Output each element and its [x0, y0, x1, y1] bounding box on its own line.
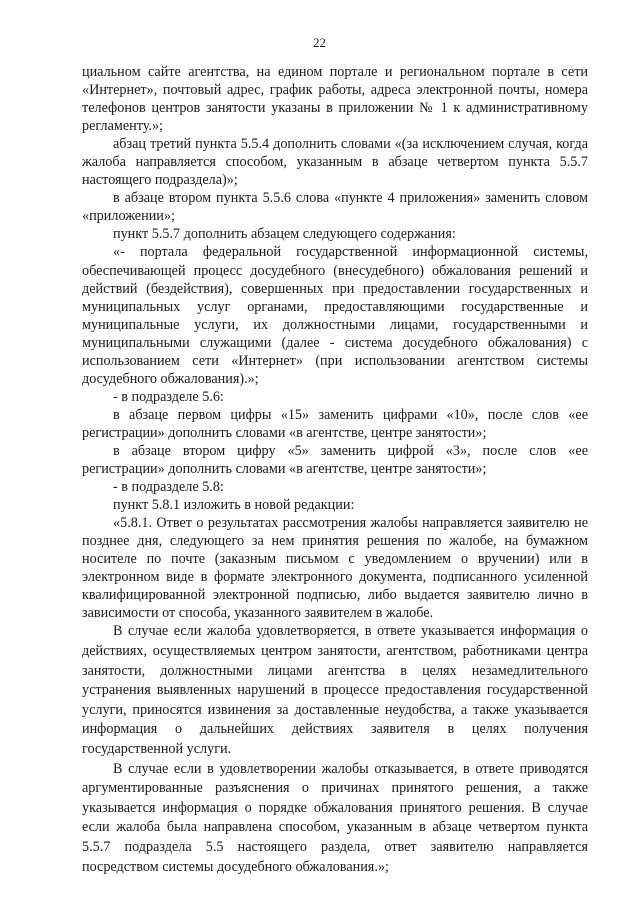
paragraph-subsection-5-6: - в подразделе 5.6:: [113, 388, 224, 405]
paragraph-5-6-first: в абзаце первом цифры «15» заменить цифрами «10», после слов «ее регистрации» дополнить словами «в агентстве, центре занятости»;: [82, 406, 588, 441]
paragraph-5-8-1-text: «5.8.1. Ответ о результатах рассмотрения жалобы направляется заявителю не позднее дня, следующего за нем принятия решения по жалобе, на бумажном носителе по почте (заказным письмом с уведомлением о вручении) или в электронном виде в формате электронного документа, подписанного усиленной квалифицированной электронной подписью, либо выдается заявителю лично в зависимости от способа, указанного заявителем в жалобе.: [82, 515, 588, 622]
paragraph-amend-5-5-4: абзац третий пункта 5.5.4 дополнить словами «(за исключением случая, когда жалоба направляется способом, указанным в абзаце четвертом пункта 5.5.7 настоящего подраздела)»;: [82, 136, 588, 189]
paragraph-complaint-satisfied: В случае если жалоба удовлетворяется, в ответе указывается информация о действиях, осуществляемых центром занятости, агентством, работниками центра занятости, должностными лицами агентства в целях незамедлительного устранения выявленных нарушений в процессе предоставления государственной услуги, приносятся извинения за доставленные неудобства, а также указывается информация о дальнейших действиях заявителя в целях получения государственной услуги.: [82, 623, 588, 758]
paragraph-portal-quote: «- портала федеральной государственной информационной системы, обеспечивающей процесс досудебного (внесудебного) обжалования решений и действий (бездействия), совершенных при предоставлении государственных и муниципальных услуг органами, предоставляющими государственные и муниципальные услуги, их должностными лицами, государственными и муниципальными служащими (далее - система досудебного обжалования) с использованием сети «Интернет» (при использовании агентством системы досудебного обжалования).»;: [82, 244, 588, 387]
page-number: 22: [313, 35, 326, 50]
paragraph-5-6-second: в абзаце втором цифру «5» заменить цифрой «3», после слов «ее регистрации» дополнить словами «в агентстве, центре занятости»;: [82, 442, 588, 478]
document-body: [82, 63, 588, 877]
paragraph-subsection-5-8: - в подразделе 5.8:: [113, 479, 224, 496]
paragraph-contact-info: циальном сайте агентства, на едином портале и региональном портале в сети «Интернет», почтовый адрес, график работы, адреса электронной почты, номера телефонов центров занятости указаны в приложении № 1 к административному регламенту.»;: [82, 64, 588, 135]
paragraph-amend-5-5-7: пункт 5.5.7 дополнить абзацем следующего содержания:: [113, 226, 456, 243]
paragraph-5-8-1-intro: пункт 5.8.1 изложить в новой редакции:: [113, 497, 355, 514]
paragraph-complaint-refused: В случае если в удовлетворении жалобы отказывается, в ответе приводятся аргументированные разъяснения о причинах принятого решения, а также указывается информация о порядке обжалования принятого решения. В случае если жалоба была направлена способом, указанным в абзаце четвертом пункта 5.5.7 подраздела 5.5 настоящего раздела, ответ заявителю направляется посредством системы досудебного обжалования.»;: [82, 760, 588, 875]
paragraph-amend-5-5-6: в абзаце втором пункта 5.5.6 слова «пункте 4 приложения» заменить словом «приложении»;: [82, 190, 588, 225]
